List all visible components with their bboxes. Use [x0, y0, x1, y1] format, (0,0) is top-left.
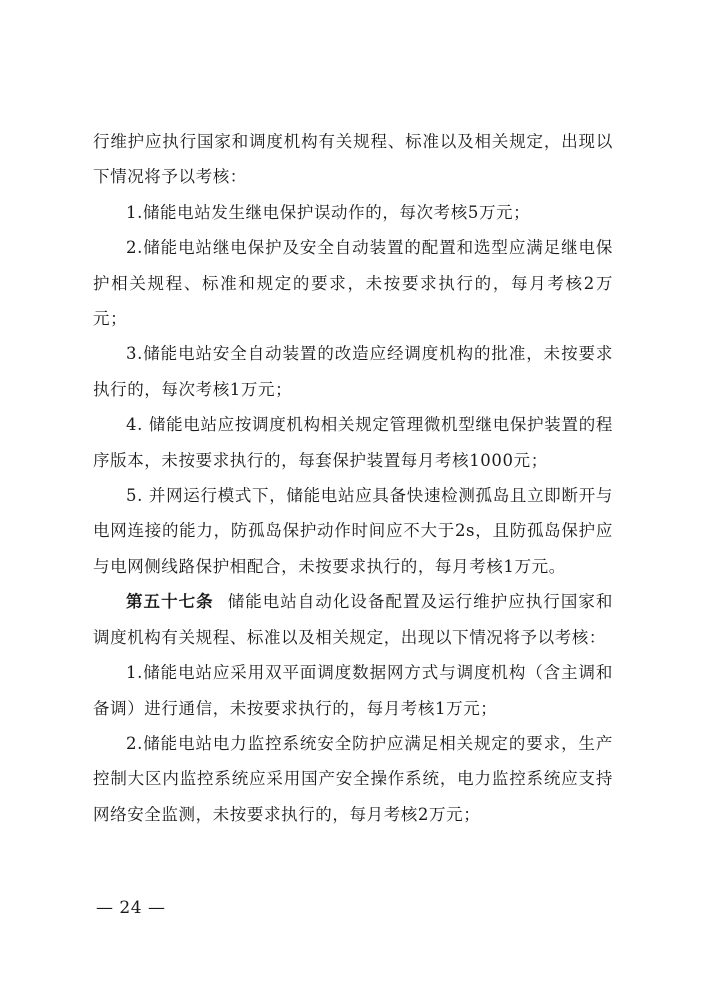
- paragraph-item-2: 2.储能电站继电保护及安全自动装置的配置和选型应满足继电保护相关规程、标准和规定的要求，未按要求执行的，每月考核2万元；: [93, 238, 613, 329]
- document-body: [93, 124, 613, 832]
- article-item-2: 2.储能电站电力监控系统安全防护应满足相关规定的要求，生产控制大区内监控系统应采用国产安全操作系统，电力监控系统应支持网络安全监测，未按要求执行的，每月考核2万元；: [93, 733, 613, 824]
- paragraph-continuation: 行维护应执行国家和调度机构有关规程、标准以及相关规定，出现以下情况将予以考核：: [93, 132, 613, 187]
- page-number: — 24 —: [96, 898, 166, 918]
- paragraph-item-3: 3.储能电站安全自动装置的改造应经调度机构的批准，未按要求执行的，每次考核1万元；: [93, 344, 613, 399]
- paragraph-item-4: 4. 储能电站应按调度机构相关规定管理微机型继电保护装置的程序版本，未按要求执行的，每套保护装置每月考核1000元；: [93, 415, 613, 470]
- article-item-1: 1.储能电站应采用双平面调度数据网方式与调度机构（含主调和备调）进行通信，未按要求执行的，每月考核1万元；: [93, 663, 613, 718]
- paragraph-item-5: 5. 并网运行模式下，储能电站应具备快速检测孤岛且立即断开与电网连接的能力，防孤岛保护动作时间应不大于2s，且防孤岛保护应与电网侧线路保护相配合，未按要求执行的，每月考核1万元。: [93, 486, 613, 576]
- article-text: 储能电站自动化设备配置及运行维护应执行国家和调度机构有关规程、标准以及相关规定，出现以下情况将予以考核：: [93, 592, 614, 647]
- paragraph-item-1: 1.储能电站发生继电保护误动作的，每次考核5万元；: [126, 202, 531, 222]
- article-title: 第五十七条: [126, 592, 214, 612]
- article-paragraph: [93, 584, 613, 655]
